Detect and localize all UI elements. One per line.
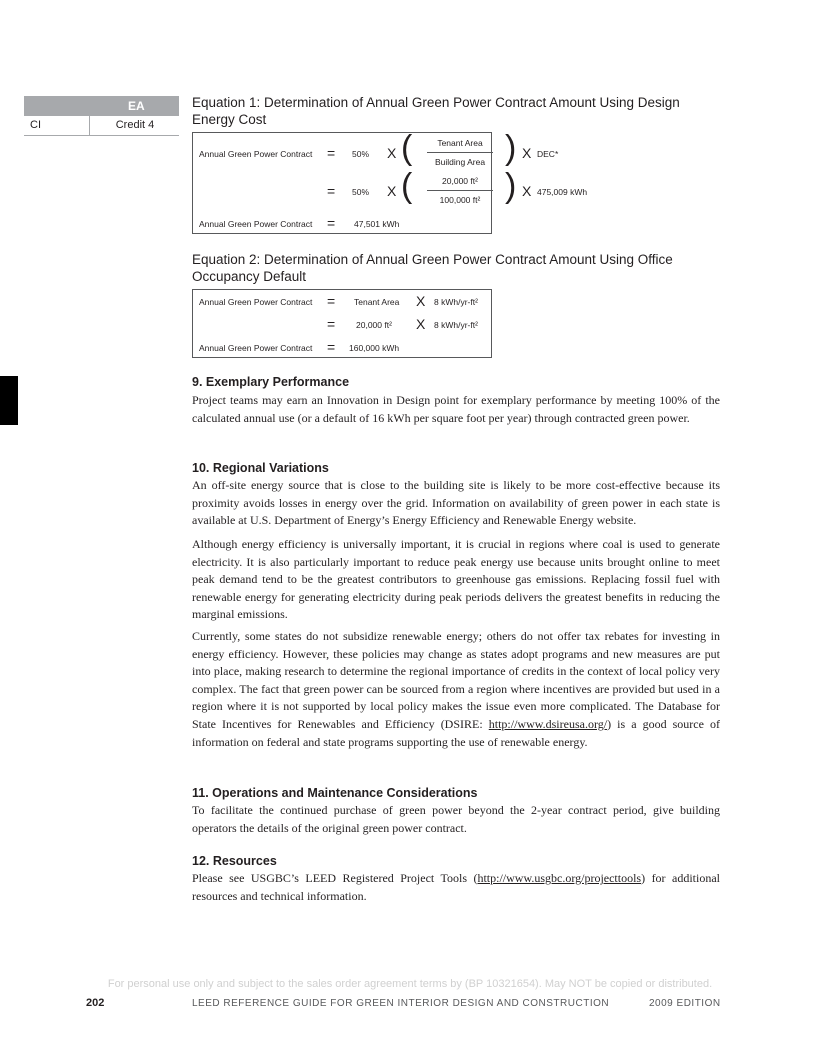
eq1-row1-times2: X (522, 145, 532, 161)
right-paren-icon: ) (505, 167, 517, 205)
section-10-heading: 10. Regional Variations (192, 461, 329, 475)
left-paren-icon: ( (401, 129, 413, 167)
eq2-result: 160,000 kWh (349, 343, 400, 353)
eq1-row3-equals: = (327, 215, 336, 231)
dsire-link[interactable]: http://www.dsireusa.org/ (488, 716, 608, 731)
eq2-row2-equals: = (327, 316, 336, 332)
eq1-row1-percent: 50% (352, 149, 370, 159)
section-11-paragraph: To facilitate the continued purchase of green power beyond the 2-year contract period, give building operators the details of the original green power contract. (192, 803, 720, 835)
watermark: For personal use only and subject to the sales order agreement terms by (BP 10321654). May NOT be copied or distributed. (107, 978, 713, 990)
equation2-box (192, 289, 492, 358)
eq2-row2-times: X (416, 316, 426, 332)
section-10-paragraph-3: Currently, some states do not subsidize renewable energy; others do not offer tax rebates for investing in energy efficiency. However, these policies may change as states adopt programs and new measures are put into place, making research to determine the regional importance of credits in the context of local policy very complex. The fact that green power can be sourced from a region where incentives are provided but used in a region where it is not supported by local policy makes the issue even more complicated. The Database for State Incentives for Renewables and Efficiency (DSIRE: http://www.dsireusa.org/) is a good source of information on federal and state programs supporting the use of renewable energy. (192, 629, 720, 749)
eq1-row1-numerator: Tenant Area (437, 138, 483, 148)
eq1-result: 47,501 kWh (354, 219, 400, 229)
section-10-paragraph-1: An off-site energy source that is close to the building site is likely to be more cost-effective because its proximity avoids losses in energy over the grid. Information on availability of green power in each state is available at U.S. Department of Energy’s Energy Efficiency and Renewable Energy website. (192, 478, 720, 528)
right-paren-icon: ) (505, 129, 517, 167)
eq1-row1-equals: = (327, 145, 336, 161)
section-12-paragraph: Please see USGBC’s LEED Registered Project Tools (http://www.usgbc.org/projecttools) for additional resources and technical information. (192, 871, 721, 903)
eq2-row2-rate: 8 kWh/yr-ft² (434, 320, 478, 330)
eq1-row2-factor: 475,009 kWh (537, 187, 588, 197)
fraction-bar (427, 152, 493, 153)
eq1-row1-label: Annual Green Power Contract (199, 149, 313, 159)
fraction-bar (427, 190, 493, 191)
eq2-row3-equals: = (327, 339, 336, 355)
eq2-row1-label: Annual Green Power Contract (199, 297, 313, 307)
page-number: 202 (86, 997, 105, 1009)
eq1-row2-denominator: 100,000 ft² (439, 195, 481, 205)
eq2-row1-times: X (416, 293, 426, 309)
eq1-row1-times: X (387, 145, 397, 161)
section-10-paragraph-2: Although energy efficiency is universally important, it is crucial in regions where coal is used to generate electricity. It is also particularly important to reduce peak energy use because units brought online to meet peak demand tend to be the greatest contributors to greenhouse gas emissions. Replacing fossil fuel with renewable energy for generating electricity during peak periods delivers the greatest benefits in reducing the marginal emissions. (192, 537, 720, 622)
eq1-row2-times2: X (522, 183, 532, 199)
eq1-row2-percent: 50% (352, 187, 370, 197)
section-9-paragraph: Project teams may earn an Innovation in Design point for exemplary performance by meeting 100% of the calculated annual use (or a default of 16 kWh per square foot per year) through contracted green power. (192, 393, 720, 425)
eq1-row3-label: Annual Green Power Contract (199, 219, 313, 229)
footer-title: LEED REFERENCE GUIDE FOR GREEN INTERIOR DESIGN AND CONSTRUCTION (192, 998, 610, 1009)
eq1-row2-times: X (387, 183, 397, 199)
equation2-title: Equation 2: Determination of Annual Green Power Contract Amount Using Office Occupancy Default (192, 252, 673, 284)
footer-edition: 2009 EDITION (649, 998, 721, 1009)
section-9-heading: 9. Exemplary Performance (192, 375, 350, 389)
eq2-row1-equals: = (327, 293, 336, 309)
rating-system: CI (30, 119, 41, 131)
chapter-edge-marker (0, 376, 18, 425)
credit-tab-row (24, 116, 179, 136)
eq2-row1-area: Tenant Area (354, 297, 400, 307)
equation1-title: Equation 1: Determination of Annual Green Power Contract Amount Using Design Energy Cost (192, 95, 680, 127)
project-tools-link[interactable]: http://www.usgbc.org/projecttools (477, 871, 642, 885)
eq2-row2-area: 20,000 ft² (356, 320, 392, 330)
credit-tab (24, 96, 179, 136)
eq2-row1-rate: 8 kWh/yr-ft² (434, 297, 478, 307)
credit-number: Credit 4 (89, 116, 180, 135)
eq1-row2-numerator: 20,000 ft² (442, 176, 478, 186)
credit-category: EA (24, 96, 179, 116)
eq1-row1-factor: DEC* (537, 149, 559, 159)
eq1-row2-equals: = (327, 183, 336, 199)
left-paren-icon: ( (401, 167, 413, 205)
eq1-row1-denominator: Building Area (434, 157, 486, 167)
section-11-heading: 11. Operations and Maintenance Considerations (192, 786, 478, 800)
eq2-row3-label: Annual Green Power Contract (199, 343, 313, 353)
equation1-box (192, 129, 588, 234)
section-12-heading: 12. Resources (192, 854, 277, 868)
